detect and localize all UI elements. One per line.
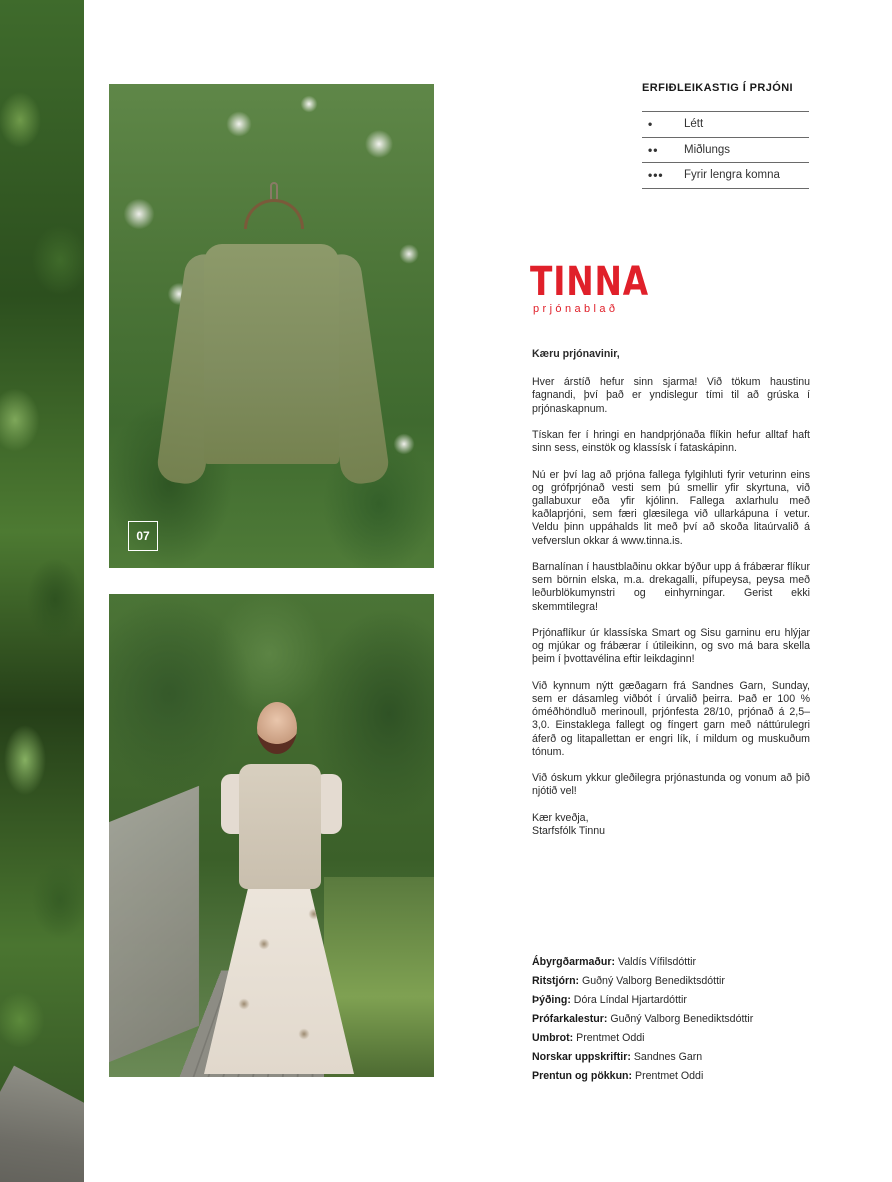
credit-row (532, 1048, 832, 1067)
credit-value: Sandnes Garn (633, 1051, 703, 1063)
difficulty-label: Miðlungs (684, 143, 731, 156)
credit-value: Guðný Valborg Benediktsdóttir (610, 1013, 754, 1025)
model-head (257, 702, 297, 754)
knitted-vest (239, 764, 321, 889)
letter-paragraph: Tískan fer í hringi en handprjónaða flíkin hefur alltaf haft sinn sess, einstök og klassísk í fataskápinn. (532, 429, 810, 455)
credit-row (532, 972, 832, 991)
credit-value: Prentmet Oddi (576, 1032, 645, 1044)
credit-label: Prentun og pökkun: (532, 1070, 633, 1082)
credit-row (532, 1029, 832, 1048)
difficulty-row-medium (642, 138, 809, 164)
hanger (244, 199, 304, 229)
difficulty-list (642, 111, 809, 189)
letter-paragraph: Við kynnum nýtt gæðagarn frá Sandnes Garn, Sunday, sem er dásamleg viðbót í úrvalið þeirra. Það er 100 % óméðhöndluð merinoull, prjónfesta 28/10, prjónað á 2,5–3,0. Einstaklega fallegt og fíngert garn með náttúrulegri áferð og litapallettan er engri lík, í mildum og muskuðum tónum. (532, 679, 810, 758)
credit-row (532, 1067, 832, 1086)
credits-block (532, 953, 832, 1086)
tinna-logo (530, 259, 649, 315)
page-number-badge: 07 (128, 521, 158, 551)
credit-value: Guðný Valborg Benediktsdóttir (582, 975, 725, 987)
difficulty-label: Fyrir lengra komna (684, 169, 780, 182)
credit-value: Prentmet Oddi (635, 1070, 704, 1082)
credit-row (532, 1010, 832, 1029)
credit-value: Dóra Líndal Hjartardóttir (573, 994, 687, 1006)
difficulty-dots: •• (648, 142, 659, 157)
letter-paragraph: Nú er því lag að prjóna fallega fylgihluti fyrir veturinn eins og grófprjónað vesti sem þú smellir yfir skyrtuna, við gallabuxur eða yfir kjólinn. Fallega axlarhulu með kaðlaprjóni, sem færi glæsilega við ullarkápuna í vetur. Veldu þinn uppáhalds lit með því að skoða litaúrvalið á vefverslun okkar á www.tinna.is. (532, 468, 810, 547)
difficulty-legend (642, 82, 809, 189)
letter-greeting: Kæru prjónavinir, (532, 348, 620, 360)
letter-closing: Kær kveðja, (532, 811, 589, 824)
credit-label: Umbrot: (532, 1032, 574, 1044)
difficulty-dots: • (648, 117, 654, 132)
sweater-body (204, 244, 339, 464)
difficulty-row-advanced (642, 163, 809, 189)
bridge-boards (0, 1066, 84, 1182)
difficulty-title: ERFIÐLEIKASTIG Í PRJÓNI (642, 82, 793, 94)
credit-value: Valdís Vífilsdóttir (617, 956, 697, 968)
credit-label: Prófarkalestur: (532, 1013, 608, 1025)
left-edge-photo (0, 0, 84, 1182)
logo-subtitle: prjónablað (533, 303, 619, 315)
credit-row (532, 953, 832, 972)
logo-wordmark: TINNA (530, 259, 649, 305)
bridge-rail (109, 786, 199, 1062)
credit-label: Þýðing: (532, 994, 571, 1006)
credit-label: Norskar uppskriftir: (532, 1051, 631, 1063)
difficulty-dots: ••• (648, 168, 664, 183)
editorial-letter (532, 348, 810, 838)
letter-paragraph: Hver árstíð hefur sinn sjarma! Við tökum haustinu fagnandi, því það er yndislegur tími til að grúska í prjónaskapnum. (532, 376, 810, 415)
sweater-photo (109, 84, 434, 568)
letter-paragraph: Við óskum ykkur gleðilegra prjónastunda og vonum að þið njótið vel! (532, 772, 810, 798)
letter-paragraph: Prjónaflíkur úr klassíska Smart og Sisu garninu eru hlýjar og mjúkar og frábærar í útileikinn, og svo má bara skella þeim í þvottavélina eftir leikdaginn! (532, 627, 810, 666)
difficulty-label: Létt (684, 118, 704, 131)
difficulty-row-easy (642, 112, 809, 138)
letter-paragraph: Barnalínan í haustblaðinu okkar býður upp á frábærar flíkur sem börnin elska, m.a. drekagalli, pífupeysa, peysa með leðurblökumynstri og einhyrningar. Gerist ekki skemmtilegra! (532, 561, 810, 613)
model-photo (109, 594, 434, 1077)
credit-label: Ábyrgðarmaður: (532, 956, 615, 968)
letter-signature: Starfsfólk Tinnu (532, 825, 606, 837)
credit-row (532, 991, 832, 1010)
credit-label: Ritstjórn: (532, 975, 580, 987)
